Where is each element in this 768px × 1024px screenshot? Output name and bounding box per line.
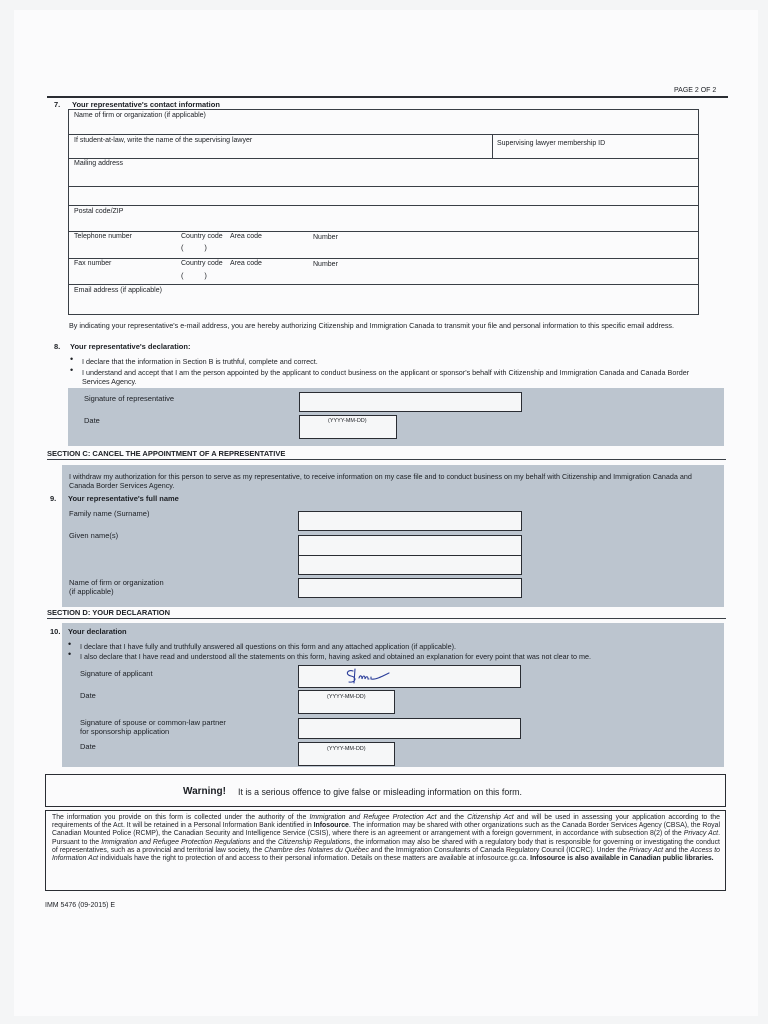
area-code-label: Area code: [230, 233, 262, 240]
firm-field[interactable]: Name of firm or organization (if applicable): [74, 112, 206, 119]
date-format-hint: (YYYY-MM-DD): [328, 418, 367, 424]
spouse-date-label: Date: [80, 742, 96, 751]
q9-heading: Your representative's full name: [68, 494, 179, 503]
page-label: PAGE 2 OF 2: [674, 87, 717, 94]
q8-number: 8.: [54, 342, 61, 351]
section-d-title: SECTION D: YOUR DECLARATION: [47, 608, 171, 617]
section-c-title: SECTION C: CANCEL THE APPOINTMENT OF A REPRESENTATIVE: [47, 449, 286, 458]
applicant-date-box[interactable]: [298, 690, 395, 714]
date-format-hint: (YYYY-MM-DD): [327, 746, 366, 752]
area-code-parens[interactable]: ( ): [181, 271, 207, 280]
date-format-hint: (YYYY-MM-DD): [327, 694, 366, 700]
top-rule: [47, 96, 728, 98]
row-divider: [68, 158, 699, 159]
rep-declaration-2: I understand and accept that I am the person appointed by the applicant to conduct business on the applicant or sponsor's behalf with Citizenship and Immigration Canada and Canada Border Services Agency.: [82, 368, 690, 386]
row-divider: [68, 134, 699, 135]
applicant-date-label: Date: [80, 691, 96, 700]
given-name-label: Given name(s): [69, 531, 119, 540]
area-code-label: Area code: [230, 260, 262, 267]
firm-name-box[interactable]: [298, 578, 522, 598]
mailing-address-field[interactable]: Mailing address: [74, 160, 124, 167]
declaration-2: I also declare that I have read and understood all the statements on this form, having asked and obtained an explanation for every point that was not clear to me.: [80, 652, 592, 661]
col-divider: [492, 134, 493, 158]
supervising-id-field[interactable]: Supervising lawyer membership ID: [497, 140, 606, 147]
telephone-field[interactable]: Telephone number: [74, 233, 132, 240]
area-code-parens[interactable]: ( ): [181, 243, 207, 252]
bullet: •: [68, 649, 72, 659]
row-divider: [68, 186, 699, 187]
q7-number: 7.: [54, 100, 61, 109]
section-d-rule: [47, 618, 726, 619]
form-id: IMM 5476 (09-2015) E: [45, 902, 116, 909]
applicant-signature-label: Signature of applicant: [80, 669, 153, 678]
handwritten-signature: [341, 666, 393, 688]
spouse-signature-label-2: for sponsorship application: [80, 727, 170, 736]
bullet: •: [70, 354, 74, 364]
section-c-rule: [47, 459, 726, 460]
spouse-signature-box[interactable]: [298, 718, 521, 739]
applicant-signature-box[interactable]: [298, 665, 521, 688]
bullet: •: [70, 365, 74, 375]
spouse-date-box[interactable]: [298, 742, 395, 766]
number-label: Number: [313, 234, 338, 241]
country-code-label: Country code: [181, 260, 223, 267]
privacy-notice: The information you provide on this form is collected under the authority of the Immigration and Refugee Protection Act and the Citizenship Act and will be used in assessing your application according to the requirements of the Act. It will be retained in a Personal Information Bank identified in Infosource. The information may be shared with other organizations such as the Canada Border Services Agency (CBSA), the Royal Canadian Mounted Police (RCMP), the Canadian Security and Intelligence Service (CSIS), where there is an agreement or arrangement with a foreign government, in accordance with subsection 8(2) of the Privacy Act. Pursuant to the Immigration and Refugee Protection Regulations and the Citizenship Regulations, the information may also be shared with a regulatory body that is responsible for governing or investigating the conduct of representatives, such as a provincial and territorial law society, the Chambre des Notaires du Québec and the Immigration Consultants of Canada Regulatory Council (ICCRC). Under the Privacy Act and the Access to Information Act individuals have the right to protection of and access to their personal information. Details on these matters are available at infosource.gc.ca. Infosource is also available in Canadian public libraries.: [52, 814, 720, 863]
q10-heading: Your declaration: [68, 627, 127, 636]
postal-code-field[interactable]: Postal code/ZIP: [74, 208, 124, 215]
rep-date-label: Date: [84, 416, 100, 425]
q7-heading: Your representative's contact information: [72, 100, 220, 109]
family-name-label: Family name (Surname): [69, 509, 150, 518]
country-code-label: Country code: [181, 233, 223, 240]
row-divider: [68, 284, 699, 285]
withdraw-text: I withdraw my authorization for this person to serve as my representative, to receive information on my case file and to conduct business on my behalf with Citizenship and Immigration Canada and Canada Border Services Agency.: [69, 472, 692, 490]
rep-declaration-1: I declare that the information in Section B is truthful, complete and correct.: [82, 357, 318, 366]
firm-name-label-1: Name of firm or organization: [69, 578, 164, 587]
declaration-1: I declare that I have fully and truthfully answered all questions on this form and any attached application (if applicable).: [80, 642, 456, 651]
rep-signature-label: Signature of representative: [84, 394, 175, 403]
firm-name-label-2: (if applicable): [69, 587, 114, 596]
fax-field[interactable]: Fax number: [74, 260, 112, 267]
warning-label: Warning!: [183, 786, 226, 797]
rep-date-box[interactable]: [299, 415, 397, 439]
email-field[interactable]: Email address (if applicable): [74, 287, 162, 294]
email-note: By indicating your representative's e-mail address, you are hereby authorizing Citizenship and Immigration Canada to transmit your file and personal information to this specific email address.: [69, 321, 675, 330]
q8-heading: Your representative's declaration:: [70, 342, 191, 351]
spouse-signature-label-1: Signature of spouse or common-law partner: [80, 718, 226, 727]
row-divider: [68, 205, 699, 206]
given-name-box-2[interactable]: [298, 555, 522, 575]
q9-number: 9.: [50, 494, 57, 503]
rep-signature-box[interactable]: [299, 392, 522, 412]
row-divider: [68, 258, 699, 259]
family-name-box[interactable]: [298, 511, 522, 531]
number-label: Number: [313, 261, 338, 268]
row-divider: [68, 231, 699, 232]
q10-number: 10.: [50, 627, 61, 636]
bullet: •: [68, 639, 72, 649]
supervising-lawyer-field[interactable]: If student-at-law, write the name of the supervising lawyer: [74, 137, 253, 144]
given-name-box-1[interactable]: [298, 535, 522, 556]
warning-text: It is a serious offence to give false or misleading information on this form.: [238, 787, 522, 797]
